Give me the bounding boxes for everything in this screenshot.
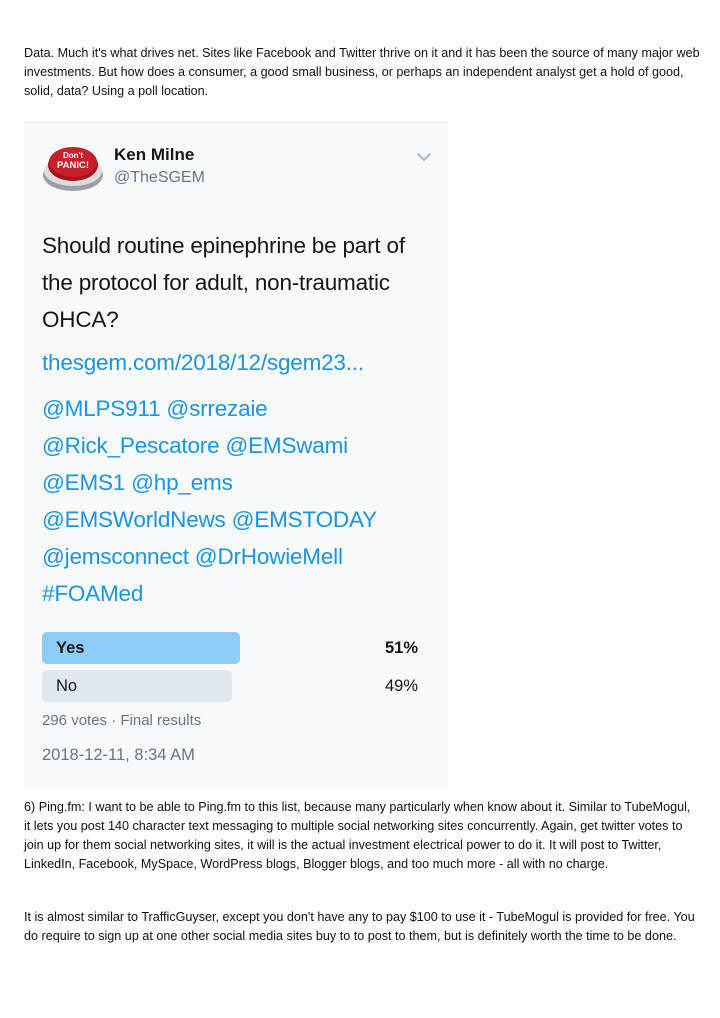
- poll-percent-yes: 51%: [384, 639, 418, 657]
- poll-percent-no: 49%: [384, 677, 418, 695]
- trafficguyser-paragraph: It is almost similar to TrafficGuyser, except you don't have any to pay $100 to use it - TubeMogul is provided for free. You do require to sign up at one other social media sites buy to to post to them, but is definitely worth the time to be done.: [24, 910, 695, 943]
- poll-option-yes: Yes: [56, 639, 85, 657]
- avatar-text-line1: Don't: [62, 151, 84, 160]
- author-name[interactable]: Ken Milne: [114, 145, 195, 164]
- hashtag-foamed[interactable]: #FOAMed: [42, 581, 144, 606]
- poll-option-no: No: [56, 677, 78, 695]
- mention-line[interactable]: @EMS1 @hp_ems: [42, 470, 233, 495]
- avatar-text-line2: PANIC!: [56, 160, 90, 171]
- tweet-text: Should routine epinephrine be part of the protocol for adult, non-traumatic OHCA?: [42, 233, 405, 332]
- poll-meta: 296 votes · Final results: [42, 712, 202, 729]
- mention-line[interactable]: @MLPS911 @srrezaie: [42, 396, 268, 421]
- dont-panic-button-avatar: [42, 141, 104, 193]
- tweet-screenshot: [24, 122, 448, 788]
- mention-line[interactable]: @Rick_Pescatore @EMSwami: [42, 433, 348, 458]
- author-handle[interactable]: @TheSGEM: [114, 169, 205, 186]
- mention-line[interactable]: @EMSWorldNews @EMSTODAY: [42, 507, 377, 532]
- tweet-timestamp[interactable]: 2018-12-11, 8:34 AM: [42, 746, 195, 764]
- tweet-link[interactable]: thesgem.com/2018/12/sgem23...: [42, 350, 364, 375]
- mention-line[interactable]: @jemsconnect @DrHowieMell: [42, 544, 343, 569]
- ping-fm-paragraph: 6) Ping.fm: I want to be able to Ping.fm to this list, because many particularly when know about it. Similar to TubeMogul, it lets you post 140 character text messaging to multiple social networking sites concurrently. Again, get twitter votes to join up for them social networking sites, it will is the actual investment electrical power to do it. It will post to Twitter, LinkedIn, Facebook, MySpace, WordPress blogs, Blogger blogs, and too much more - all with no charge.: [24, 800, 691, 871]
- intro-paragraph: Data. Much it's what drives net. Sites like Facebook and Twitter thrive on it and it has been the source of many major web investments. But how does a consumer, a good small business, or perhaps an independent analyst get a hold of good, solid, data? Using a poll location.: [24, 46, 700, 98]
- chevron-down-icon[interactable]: [416, 151, 432, 163]
